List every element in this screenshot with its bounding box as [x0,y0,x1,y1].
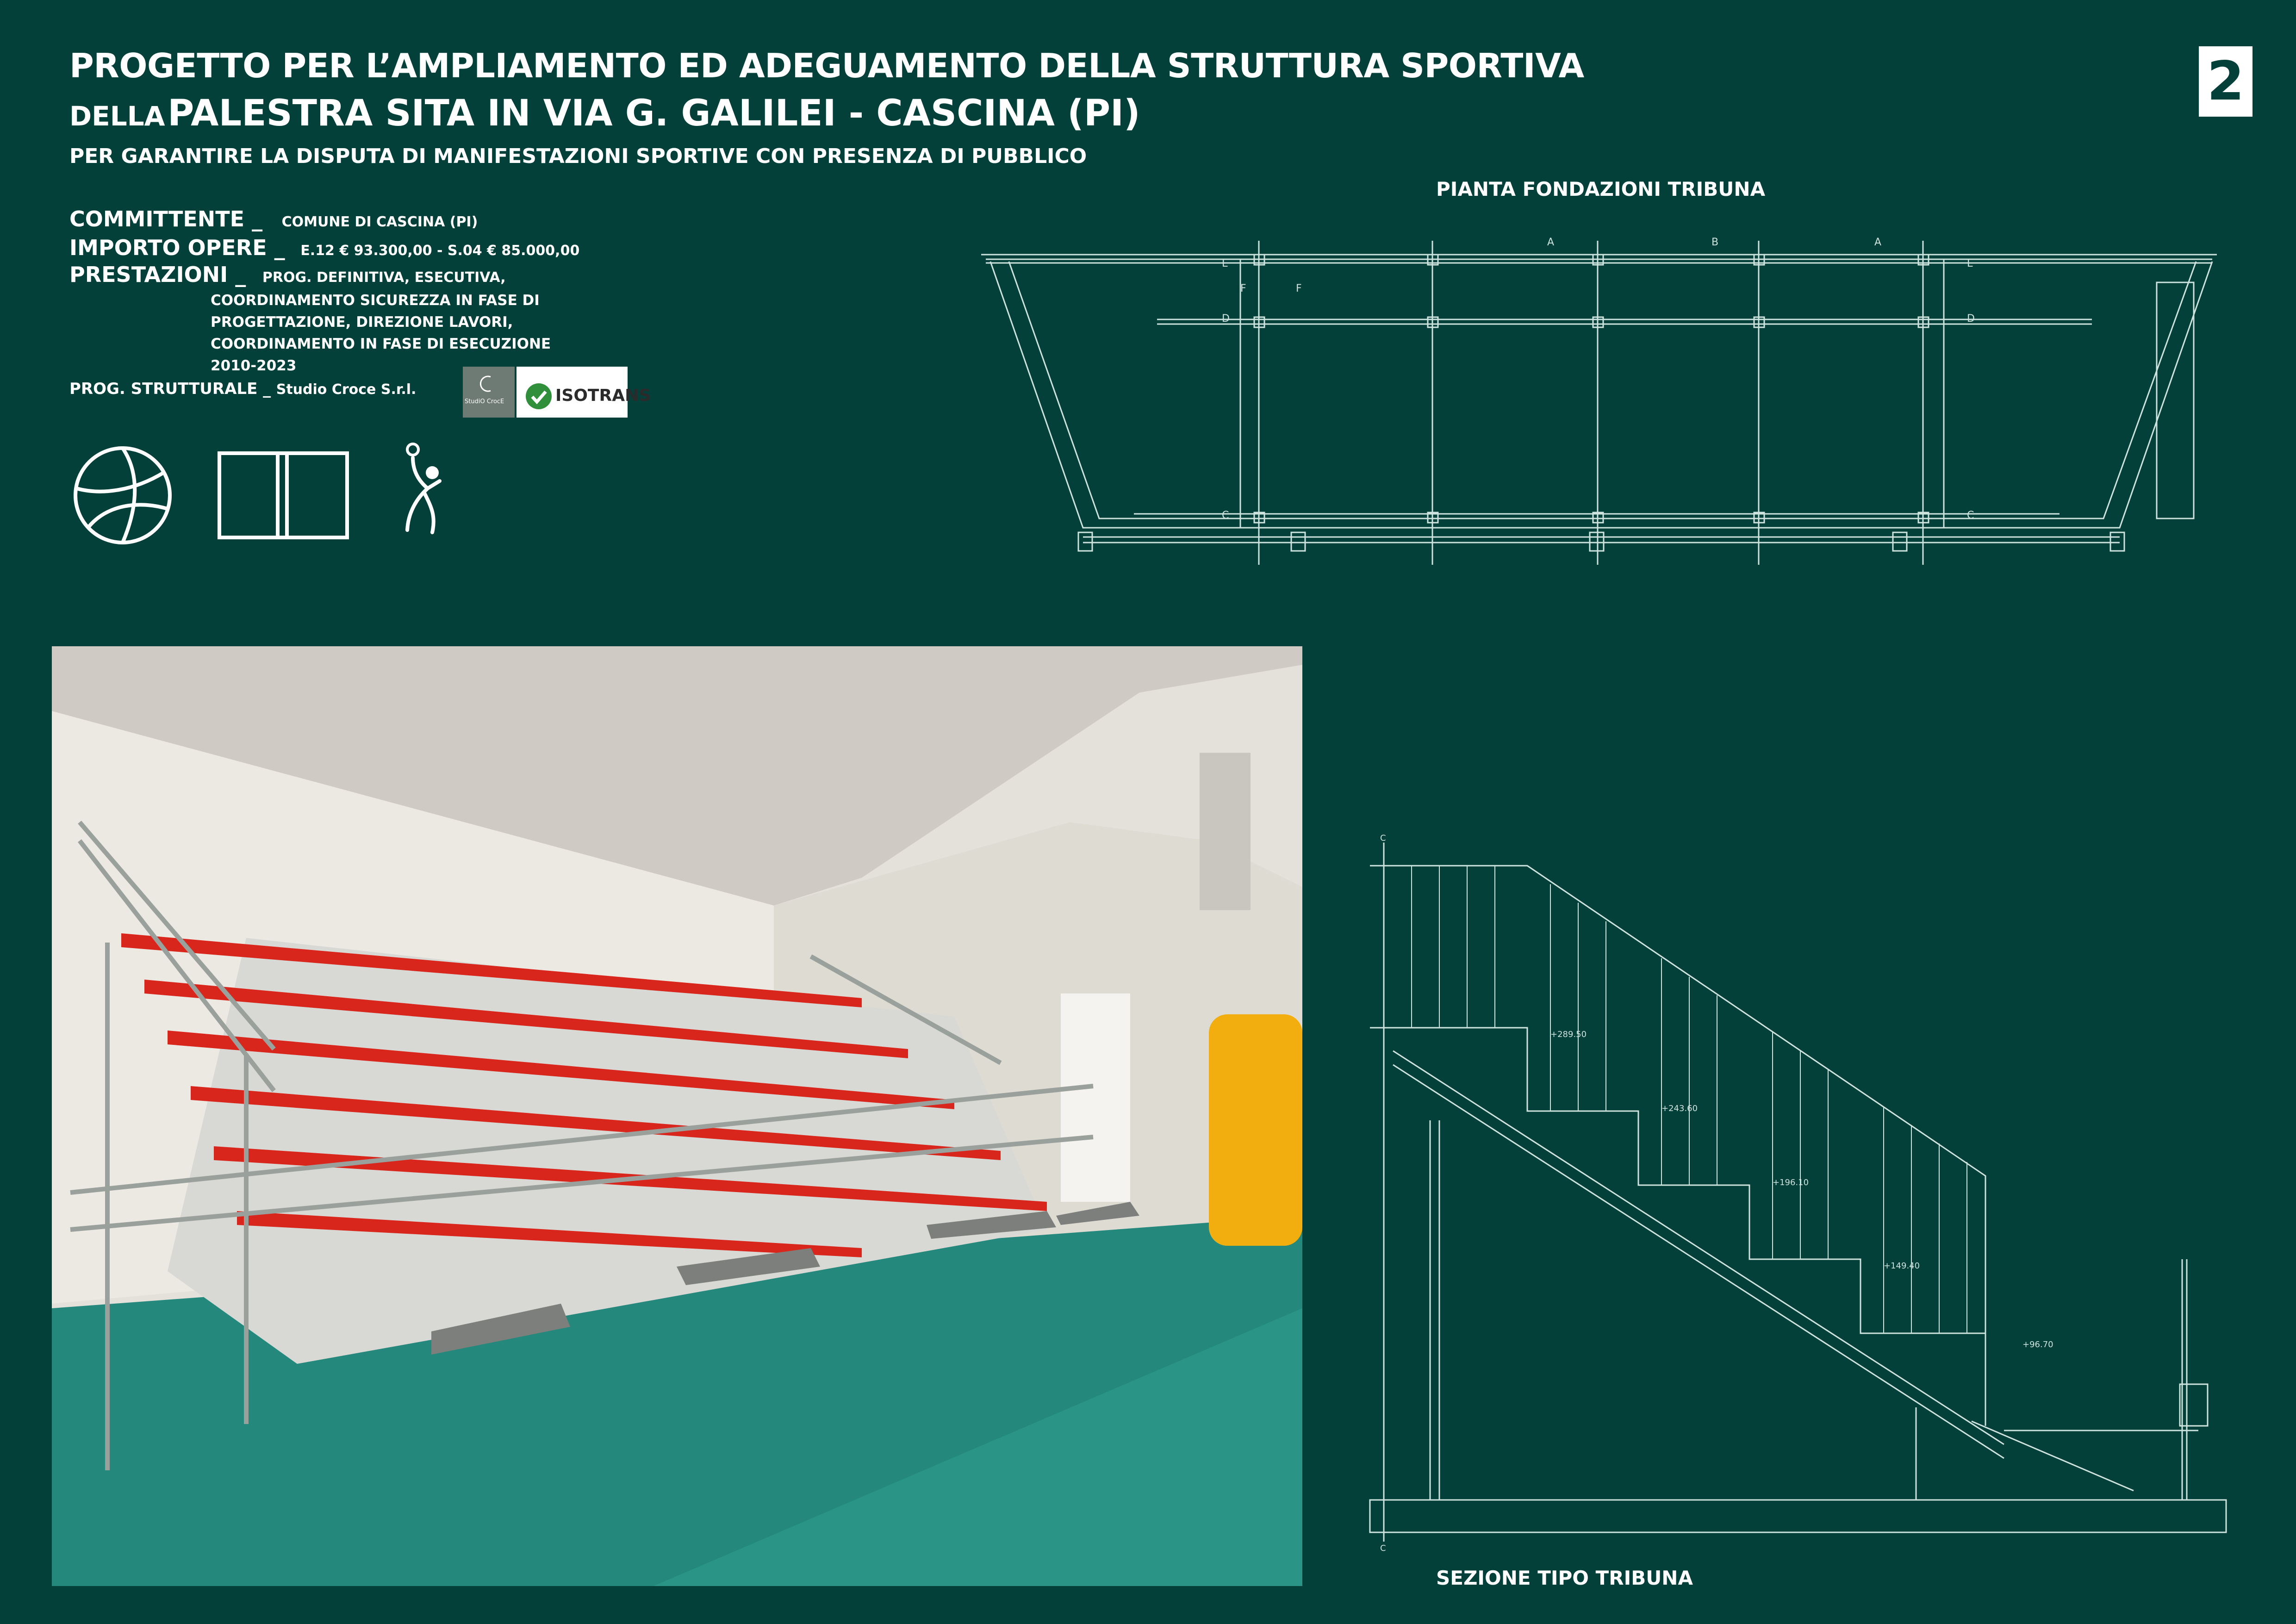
prestazioni-details [211,290,551,377]
grandstand-photo [52,646,1302,1586]
prog-strutturale-label: PROG. STRUTTURALE _ [69,380,271,398]
committente-label: COMMITTENTE _ [69,206,263,231]
plan-label-d2: D [1967,313,1975,325]
level-243: +243.60 [1661,1104,1698,1113]
project-subtitle: PER GARANTIRE LA DISPUTA DI MANIFESTAZIONI SPORTIVE CON PRESENZA DI PUBBLICO [69,144,1087,168]
isotrans-logo-text: ISOTRANS [555,386,651,405]
prog-strutturale-row [69,380,416,398]
project-title-line1: PROGETTO PER L’AMPLIAMENTO ED ADEGUAMENTO DELLA STRUTTURA SPORTIVA [69,46,1584,85]
level-149: +149.40 [1884,1261,1920,1271]
volleyball-icon [69,444,176,546]
court-icon [218,451,349,539]
plan-label-b: B [1711,237,1719,248]
athlete-icon [399,442,450,535]
section-caption: SEZIONE TIPO TRIBUNA [1436,1567,1693,1589]
plan-label-a2: A [1874,237,1882,248]
plan-label-e2: E [1967,258,1973,269]
page-number: 2 [2199,46,2252,117]
plan-label-d1: D [1222,313,1230,325]
plan-label-e1: E [1222,258,1228,269]
title-main: PALESTRA SITA IN VIA G. GALILEI - CASCINA (PI) [168,93,1140,134]
plan-caption: PIANTA FONDAZIONI TRIBUNA [1436,178,1766,200]
studio-croce-logo-text: StudiO CrocE [465,398,504,405]
isotrans-logo [516,367,651,418]
level-196: +196.10 [1773,1178,1809,1187]
project-title-line2 [69,93,1140,134]
prestazioni-line2: COORDINAMENTO SICUREZZA IN FASE DI [211,292,540,309]
prestazioni-row [69,262,506,287]
level-289: +289.50 [1550,1030,1587,1039]
plan-label-f1: F [1240,283,1246,294]
importo-value: E.12 € 93.300,00 - S.04 € 85.000,00 [300,243,580,259]
section-label-c-top: C [1380,833,1386,843]
committente-value: COMUNE DI CASCINA (PI) [281,214,478,230]
section-label-c-bottom: C [1380,1543,1386,1553]
prog-strutturale-value: Studio Croce S.r.l. [276,381,417,398]
prestazioni-line3: PROGETTAZIONE, DIREZIONE LAVORI, [211,314,513,331]
prestazioni-line5: 2010-2023 [211,357,297,374]
prestazioni-label: PRESTAZIONI _ [69,262,246,287]
plan-label-c1: C [1222,510,1229,521]
title-prefix: DELLA [69,100,165,132]
importo-row [69,235,579,260]
level-96: +96.70 [2022,1340,2053,1349]
grandstand-section-drawing [1365,833,2240,1555]
foundation-plan-drawing [972,222,2221,583]
plan-label-f2: F [1296,283,1302,294]
studio-croce-logo [463,367,515,418]
importo-label: IMPORTO OPERE _ [69,235,285,260]
committente-row [69,206,478,231]
check-icon [526,383,552,409]
plan-label-a1: A [1547,237,1555,248]
prestazioni-line1: PROG. DEFINITIVA, ESECUTIVA, [262,269,506,286]
yellow-safety-mat [1209,1014,1302,1246]
prestazioni-line4: COORDINAMENTO IN FASE DI ESECUZIONE [211,336,551,352]
plan-label-c2: C [1967,510,1974,521]
